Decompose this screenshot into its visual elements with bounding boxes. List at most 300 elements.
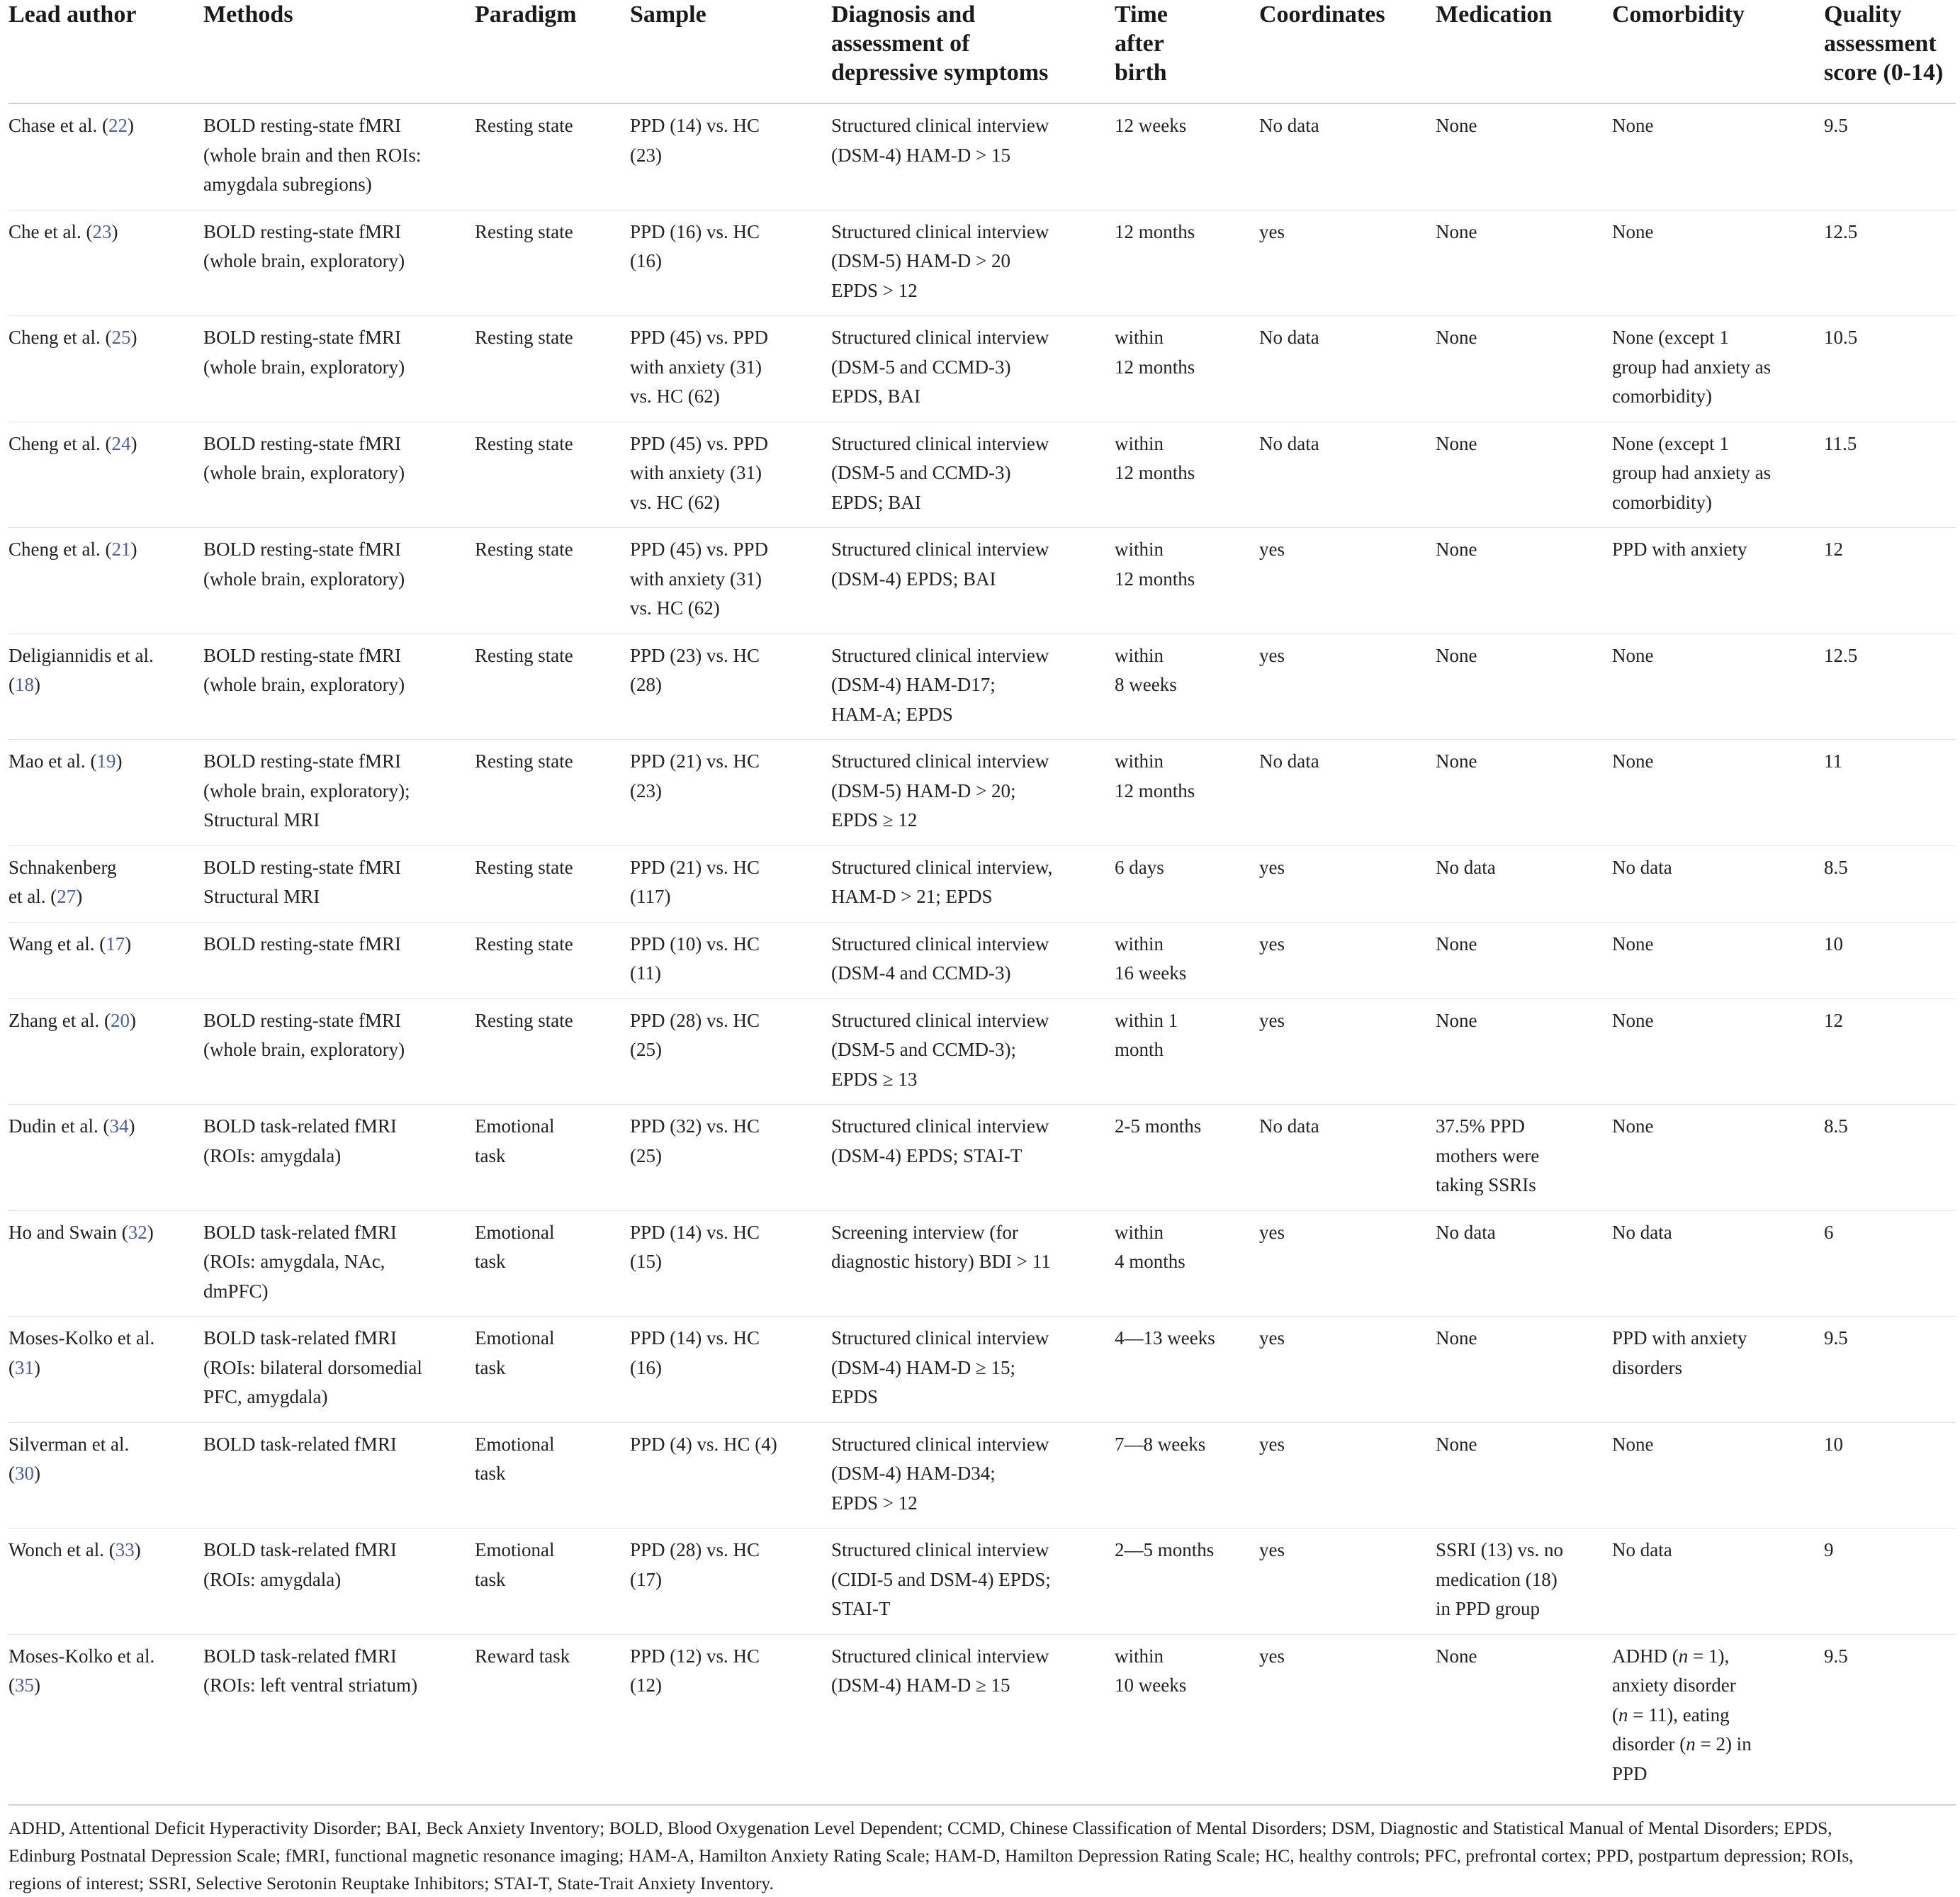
column-header-diagnosis (831, 0, 1115, 103)
cell-medication (1436, 1317, 1612, 1423)
cell-coordinates (1259, 103, 1436, 210)
cell-methods (203, 1634, 475, 1805)
cell-coordinates (1259, 922, 1436, 998)
cell-line: PPD (45) vs. PPD (630, 539, 769, 560)
author-text: ) (147, 1221, 154, 1243)
cell-line: Resting state (475, 539, 573, 560)
cell-line: EPDS > 12 (831, 279, 918, 301)
reference-link[interactable]: 19 (96, 750, 116, 772)
cell-line: (DSM-4) HAM-D ≥ 15 (831, 1674, 1010, 1696)
cell-comorbidity (1612, 1317, 1824, 1423)
cell-coordinates (1259, 845, 1436, 922)
cell-line: within (1115, 432, 1164, 454)
cell-methods (203, 103, 475, 210)
cell-paradigm (475, 1422, 630, 1529)
cell-time-after-birth (1115, 1634, 1259, 1805)
cell-coordinates (1259, 740, 1436, 846)
cell-line: BOLD resting-state fMRI (203, 539, 401, 560)
cell-line: No data (1259, 115, 1319, 136)
cell-line: BOLD resting-state fMRI (203, 856, 401, 878)
cell-time-after-birth (1115, 1210, 1259, 1317)
author-text: ) (111, 220, 118, 242)
cell-lead-author (9, 1210, 203, 1317)
cell-line: (25) (630, 1144, 662, 1166)
cell-line: amygdala subregions) (203, 174, 372, 195)
author-text: ) (34, 1356, 40, 1378)
cell-diagnosis (831, 998, 1115, 1105)
cell-sample (630, 634, 831, 740)
cell-line: (DSM-5 and CCMD-3) (831, 462, 1011, 483)
cell-line: (DSM-4) HAM-D ≥ 15; (831, 1356, 1016, 1378)
cell-line: Resting state (475, 220, 573, 242)
cell-paradigm (475, 740, 630, 846)
reference-link[interactable]: 22 (108, 115, 128, 136)
cell-line: task (475, 1463, 506, 1484)
cell-comorbidity (1612, 998, 1824, 1105)
cell-line: PPD (21) vs. HC (630, 750, 760, 772)
author-text: Ho and Swain ( (9, 1221, 128, 1243)
cell-line: (23) (630, 779, 662, 801)
cell-line: EPDS ≥ 12 (831, 809, 918, 831)
cell-line: within (1115, 539, 1164, 560)
cell-line: PPD (14) vs. HC (630, 1327, 760, 1349)
reference-link[interactable]: 23 (92, 220, 112, 242)
cell-line: BOLD task-related fMRI (203, 1539, 397, 1560)
cell-medication (1436, 740, 1612, 846)
reference-link[interactable]: 30 (15, 1463, 34, 1484)
column-header-medication (1436, 0, 1612, 103)
cell-time-after-birth (1115, 740, 1259, 846)
cell-line: Structured clinical interview (831, 1327, 1049, 1349)
cell-line: (23) (630, 144, 662, 166)
cell-coordinates (1259, 422, 1436, 528)
cell-paradigm (475, 1210, 630, 1317)
author-text: Wonch et al. ( (9, 1539, 116, 1560)
table-row (9, 422, 1956, 528)
author-line (9, 1459, 203, 1489)
cell-line: (DSM-4) EPDS; BAI (831, 568, 996, 590)
cell-sample (630, 103, 831, 210)
cell-line: No data (1612, 856, 1672, 878)
author-text: ) (134, 1539, 141, 1560)
cell-line: BOLD resting-state fMRI (203, 1009, 401, 1031)
table-row (9, 1105, 1956, 1211)
cell-line: (whole brain and then ROIs: (203, 144, 422, 166)
author-text: Zhang et al. ( (9, 1009, 111, 1031)
cell-line: PPD (12) vs. HC (630, 1645, 760, 1667)
cell-paradigm (475, 1634, 630, 1805)
cell-line: None (1436, 750, 1477, 772)
cell-line: None (1612, 220, 1654, 242)
cell-line: (whole brain, exploratory) (203, 356, 405, 378)
author-text: ) (116, 750, 123, 772)
cell-line: PPD (14) vs. HC (630, 1221, 760, 1243)
cell-line: PPD with anxiety (1612, 1327, 1747, 1349)
cell-quality-score (1824, 845, 1956, 922)
cell-line: Resting state (475, 750, 573, 772)
cell-line: 7—8 weeks (1115, 1433, 1206, 1455)
cell-line: Structured clinical interview (831, 220, 1049, 242)
cell-line: (DSM-4) HAM-D17; (831, 674, 996, 695)
author-line (9, 747, 203, 777)
cell-line: yes (1259, 1009, 1285, 1031)
author-line (9, 1642, 203, 1672)
cell-line: PPD (32) vs. HC (630, 1115, 760, 1137)
cell-comorbidity (1612, 740, 1824, 846)
column-header-methods (203, 0, 475, 103)
cell-line: Structured clinical interview (831, 750, 1049, 772)
cell-line: No data (1436, 856, 1496, 878)
cell-line: 37.5% PPD (1436, 1115, 1526, 1137)
cell-line: (DSM-5) HAM-D > 20; (831, 779, 1016, 801)
cell-line: within (1115, 644, 1164, 666)
cell-line: 12 (1824, 539, 1843, 560)
cell-line: None (except 1 (1612, 432, 1729, 454)
cell-medication (1436, 210, 1612, 316)
cell-line: 6 days (1115, 856, 1164, 878)
cell-line: 11.5 (1824, 432, 1857, 454)
cell-line: No data (1259, 1115, 1319, 1137)
cell-line: Resting state (475, 644, 573, 666)
cell-line: (16) (630, 1356, 662, 1378)
header-line: Methods (203, 1, 293, 28)
table-header-row (9, 0, 1956, 103)
cell-coordinates (1259, 1529, 1436, 1635)
cell-time-after-birth (1115, 103, 1259, 210)
table-row (9, 740, 1956, 846)
cell-diagnosis (831, 922, 1115, 998)
cell-time-after-birth (1115, 316, 1259, 422)
cell-line: BOLD resting-state fMRI (203, 115, 401, 136)
cell-line: ADHD (n = 1), (1612, 1645, 1730, 1667)
cell-line: yes (1259, 1645, 1285, 1667)
header-line: Lead author (9, 1, 137, 28)
author-text: ( (9, 1463, 15, 1484)
cell-medication (1436, 103, 1612, 210)
cell-quality-score (1824, 422, 1956, 528)
cell-line: 12 months (1115, 356, 1195, 378)
cell-diagnosis (831, 1317, 1115, 1423)
header-line: after (1115, 30, 1164, 57)
cell-line: PPD (14) vs. HC (630, 115, 760, 136)
table-row (9, 1529, 1956, 1635)
cell-sample (630, 1317, 831, 1423)
cell-line: disorder (n = 2) in (1612, 1733, 1752, 1755)
cell-line: Structured clinical interview (831, 432, 1049, 454)
cell-quality-score (1824, 1529, 1956, 1635)
cell-coordinates (1259, 210, 1436, 316)
author-line (9, 1218, 203, 1248)
cell-line: SSRI (13) vs. no (1436, 1539, 1564, 1560)
cell-line: (28) (630, 674, 662, 695)
cell-sample (630, 422, 831, 528)
author-text: ( (9, 1674, 15, 1696)
cell-line: (16) (630, 250, 662, 271)
cell-line: (CIDI-5 and DSM-4) EPDS; (831, 1568, 1051, 1590)
table-body (9, 103, 1956, 1805)
cell-line: vs. HC (62) (630, 491, 720, 513)
cell-line: BOLD task-related fMRI (203, 1327, 397, 1349)
cell-line: 10 weeks (1115, 1674, 1187, 1696)
cell-line: 11 (1824, 750, 1842, 772)
cell-line: Structured clinical interview (831, 1539, 1049, 1560)
reference-link[interactable]: 24 (111, 432, 131, 454)
cell-line: BOLD task-related fMRI (203, 1645, 397, 1667)
cell-line: BOLD resting-state fMRI (203, 220, 401, 242)
cell-diagnosis (831, 1634, 1115, 1805)
cell-quality-score (1824, 1317, 1956, 1423)
cell-quality-score (1824, 103, 1956, 210)
cell-line: None (1612, 933, 1654, 955)
cell-lead-author (9, 528, 203, 634)
cell-line: None (1612, 750, 1654, 772)
reference-link[interactable]: 20 (110, 1009, 130, 1031)
author-text: ) (127, 115, 134, 136)
author-text: ( (9, 674, 15, 695)
header-line: Diagnosis and (831, 1, 976, 28)
author-text: ) (130, 432, 137, 454)
cell-line: within (1115, 1645, 1164, 1667)
cell-line: EPDS ≥ 13 (831, 1068, 918, 1090)
cell-time-after-birth (1115, 845, 1259, 922)
cell-line: Structured clinical interview (831, 644, 1049, 666)
cell-line: None (1612, 115, 1654, 136)
header-line: Sample (630, 1, 706, 28)
cell-line: Emotional (475, 1221, 555, 1243)
cell-paradigm (475, 210, 630, 316)
author-line (9, 882, 203, 912)
cell-line: 9.5 (1824, 115, 1848, 136)
cell-medication (1436, 634, 1612, 740)
reference-link[interactable]: 25 (111, 327, 131, 348)
cell-line: (whole brain, exploratory) (203, 674, 405, 695)
cell-line: with anxiety (31) (630, 356, 762, 378)
cell-paradigm (475, 1317, 630, 1423)
cell-line: EPDS, BAI (831, 385, 921, 407)
cell-sample (630, 316, 831, 422)
cell-medication (1436, 1422, 1612, 1529)
cell-methods (203, 1529, 475, 1635)
cell-comorbidity (1612, 210, 1824, 316)
cell-paradigm (475, 1105, 630, 1211)
cell-comorbidity (1612, 845, 1824, 922)
cell-comorbidity (1612, 103, 1824, 210)
cell-paradigm (475, 422, 630, 528)
reference-link[interactable]: 17 (106, 933, 125, 955)
cell-time-after-birth (1115, 1422, 1259, 1529)
cell-line: BOLD resting-state fMRI (203, 750, 401, 772)
cell-line: (whole brain, exploratory) (203, 568, 405, 590)
author-line (9, 1324, 203, 1353)
cell-coordinates (1259, 316, 1436, 422)
cell-line: Structured clinical interview (831, 1009, 1049, 1031)
author-text: ) (130, 539, 137, 560)
author-text: ) (76, 886, 83, 907)
cell-line: None (1436, 432, 1477, 454)
cell-sample (630, 740, 831, 846)
cell-line: 10 (1824, 1433, 1843, 1455)
cell-paradigm (475, 316, 630, 422)
cell-line: EPDS > 12 (831, 1492, 918, 1514)
cell-line: PPD (28) vs. HC (630, 1009, 760, 1031)
cell-methods (203, 1210, 475, 1317)
cell-paradigm (475, 103, 630, 210)
cell-line: 9.5 (1824, 1327, 1848, 1349)
cell-line: None (1436, 115, 1477, 136)
cell-line: None (except 1 (1612, 327, 1729, 348)
cell-line: None (1436, 539, 1477, 560)
table-row (9, 103, 1956, 210)
cell-diagnosis (831, 1105, 1115, 1211)
cell-methods (203, 998, 475, 1105)
cell-line: PPD (4) vs. HC (4) (630, 1433, 777, 1455)
cell-lead-author (9, 845, 203, 922)
cell-line: 8.5 (1824, 856, 1848, 878)
cell-diagnosis (831, 1422, 1115, 1529)
author-text: Cheng et al. ( (9, 539, 112, 560)
reference-link[interactable]: 33 (115, 1539, 135, 1560)
cell-line: HAM-D > 21; EPDS (831, 886, 993, 907)
cell-quality-score (1824, 1422, 1956, 1529)
cell-line: yes (1259, 856, 1285, 878)
cell-line: PPD (45) vs. PPD (630, 432, 769, 454)
cell-diagnosis (831, 740, 1115, 846)
cell-diagnosis (831, 422, 1115, 528)
cell-time-after-birth (1115, 210, 1259, 316)
cell-coordinates (1259, 1105, 1436, 1211)
cell-methods (203, 634, 475, 740)
cell-medication (1436, 316, 1612, 422)
cell-coordinates (1259, 1634, 1436, 1805)
cell-line: Resting state (475, 1009, 573, 1031)
cell-quality-score (1824, 528, 1956, 634)
reference-link[interactable]: 18 (15, 674, 34, 695)
cell-line: None (1612, 1115, 1654, 1137)
cell-quality-score (1824, 316, 1956, 422)
author-line (9, 853, 203, 883)
cell-line: No data (1612, 1539, 1672, 1560)
cell-line: yes (1259, 933, 1285, 955)
cell-line: BOLD task-related fMRI (203, 1115, 397, 1137)
author-text: Mao et al. ( (9, 750, 97, 772)
reference-link[interactable]: 32 (128, 1221, 147, 1243)
cell-line: (DSM-5) HAM-D > 20 (831, 250, 1010, 271)
author-text: et al. ( (9, 886, 57, 907)
cell-line: BOLD resting-state fMRI (203, 933, 401, 955)
header-line: Quality (1824, 1, 1902, 28)
cell-lead-author (9, 998, 203, 1105)
cell-line: anxiety disorder (1612, 1674, 1736, 1696)
cell-medication (1436, 845, 1612, 922)
cell-methods (203, 422, 475, 528)
reference-link[interactable]: 31 (15, 1356, 34, 1378)
header-line: Comorbidity (1612, 1, 1745, 28)
table-row (9, 634, 1956, 740)
cell-line: No data (1436, 1221, 1496, 1243)
cell-sample (630, 998, 831, 1105)
cell-line: PPD (10) vs. HC (630, 933, 760, 955)
cell-line: 10 (1824, 933, 1843, 955)
reference-link[interactable]: 35 (15, 1674, 34, 1696)
cell-methods (203, 528, 475, 634)
author-text: Schnakenberg (9, 856, 117, 878)
cell-line: 2—5 months (1115, 1539, 1215, 1560)
cell-medication (1436, 998, 1612, 1105)
author-text: Deligiannidis et al. (9, 644, 154, 666)
cell-time-after-birth (1115, 528, 1259, 634)
cell-line: PFC, amygdala) (203, 1386, 328, 1407)
header-line: score (0-14) (1824, 60, 1944, 86)
author-text: ) (125, 933, 132, 955)
cell-comorbidity (1612, 1210, 1824, 1317)
cell-diagnosis (831, 316, 1115, 422)
cell-line: PPD (1612, 1762, 1648, 1784)
author-text: Dudin et al. ( (9, 1115, 110, 1137)
footnote-line: regions of interest; SSRI, Selective Serotonin Reuptake Inhibitors; STAI-T, State-Trait Anxiety Inventory. (9, 1873, 774, 1893)
cell-coordinates (1259, 1422, 1436, 1529)
cell-lead-author (9, 316, 203, 422)
cell-line: BOLD resting-state fMRI (203, 327, 401, 348)
cell-line: (11) (630, 962, 661, 984)
cell-comorbidity (1612, 634, 1824, 740)
cell-line: within (1115, 327, 1164, 348)
cell-diagnosis (831, 1210, 1115, 1317)
cell-line: HAM-A; EPDS (831, 703, 953, 725)
cell-line: with anxiety (31) (630, 462, 762, 483)
cell-line: task (475, 1568, 506, 1590)
column-header-comorbidity (1612, 0, 1824, 103)
cell-coordinates (1259, 1210, 1436, 1317)
cell-line: within (1115, 1221, 1164, 1243)
cell-lead-author (9, 1105, 203, 1211)
cell-lead-author (9, 922, 203, 998)
column-header-lead-author (9, 0, 203, 103)
cell-time-after-birth (1115, 1529, 1259, 1635)
study-characteristics-table (9, 0, 1956, 1806)
author-line (9, 930, 203, 959)
cell-line: 2-5 months (1115, 1115, 1202, 1137)
cell-line: None (1436, 1327, 1477, 1349)
cell-line: None (1436, 1433, 1477, 1455)
cell-line: disorders (1612, 1356, 1682, 1378)
cell-line: (n = 11), eating (1612, 1704, 1730, 1726)
cell-line: Resting state (475, 432, 573, 454)
cell-line: 12.5 (1824, 220, 1858, 242)
cell-lead-author (9, 422, 203, 528)
cell-line: yes (1259, 539, 1285, 560)
cell-quality-score (1824, 922, 1956, 998)
reference-link[interactable]: 27 (57, 886, 77, 907)
cell-line: 12.5 (1824, 644, 1858, 666)
footnote-line: ADHD, Attentional Deficit Hyperactivity Disorder; BAI, Beck Anxiety Inventory; BOLD, Blood Oxygenation Level Dependent; CCMD, Chinese Classification of Mental Disorders; DSM, Diagnostic and Statistical Manual of Mental Disorders; EPDS, (9, 1818, 1832, 1838)
author-text: Che et al. ( (9, 220, 93, 242)
column-header-time-after-birth (1115, 0, 1259, 103)
cell-sample (630, 1210, 831, 1317)
reference-link[interactable]: 34 (109, 1115, 129, 1137)
author-text: ) (128, 1115, 135, 1137)
cell-line: 12 months (1115, 462, 1195, 483)
cell-paradigm (475, 845, 630, 922)
cell-line: comorbidity) (1612, 385, 1712, 407)
cell-line: (DSM-4) EPDS; STAI-T (831, 1144, 1023, 1166)
cell-line: PPD (21) vs. HC (630, 856, 760, 878)
cell-line: Resting state (475, 933, 573, 955)
cell-line: (whole brain, exploratory) (203, 462, 405, 483)
cell-line: No data (1612, 1221, 1672, 1243)
reference-link[interactable]: 21 (111, 539, 131, 560)
cell-line: (DSM-4 and CCMD-3) (831, 962, 1011, 984)
cell-diagnosis (831, 1529, 1115, 1635)
